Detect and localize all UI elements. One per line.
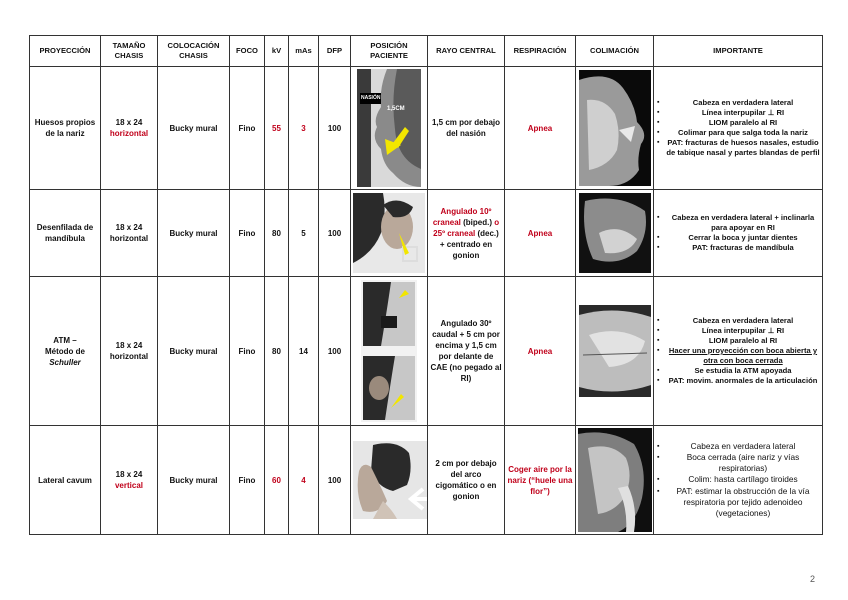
table-row: [30, 426, 823, 535]
list-item: ▪ Línea interpupilar ⊥ RI: [666, 108, 820, 118]
foco-cell: Fino: [230, 67, 265, 190]
patient-photo-nose: [357, 69, 421, 187]
tamano-size: 18 x 24: [115, 341, 143, 350]
rayo-lying-note: (dec.) + centrado en gonion: [439, 228, 499, 260]
list-item: ▪ PAT: fracturas de mandíbula: [666, 243, 820, 253]
header-foco: FOCO: [230, 36, 265, 67]
list-item: ▪ PAT: movim. anormales de la articulación: [666, 376, 820, 386]
importante-list: [656, 441, 820, 519]
respiracion-cell: Apnea: [505, 277, 576, 426]
proyeccion-cell: Desenfilada de mandíbula: [30, 190, 101, 277]
colocacion-cell: Bucky mural: [158, 277, 230, 426]
tamano-size: 18 x 24: [115, 470, 143, 479]
list-item: ▪ Cabeza en verdadera lateral: [666, 316, 820, 326]
header-mas: mAs: [289, 36, 319, 67]
posicion-cell: [351, 190, 428, 277]
nasion-label: NASIÓN: [360, 93, 381, 104]
colimacion-cell: [576, 67, 654, 190]
xray-cavum-image: [578, 428, 652, 532]
header-colocacion: COLOCACIÓN CHASIS: [158, 36, 230, 67]
header-colimacion: COLIMACIÓN: [576, 36, 654, 67]
colimacion-cell: [576, 190, 654, 277]
kv-cell: 80: [265, 277, 289, 426]
mas-cell: 5: [289, 190, 319, 277]
colimacion-cell: [576, 426, 654, 535]
importante-cell: [654, 426, 823, 535]
respiracion-cell: Apnea: [505, 190, 576, 277]
list-item: ▪ PAT: estimar la obstrucción de la vía respiratoria por tejido adenoideo (vegetaciones): [666, 486, 820, 520]
kv-cell: 55: [265, 67, 289, 190]
xray-atm-image: [579, 305, 651, 397]
header-rayo: RAYO CENTRAL: [428, 36, 505, 67]
list-item: ▪ Colimar para que salga toda la nariz: [666, 128, 820, 138]
importante-list: [656, 98, 820, 158]
tamano-orientation: horizontal: [109, 352, 149, 361]
list-item: ▪ Cerrar la boca y juntar dientes: [666, 233, 820, 243]
list-item: ▪ Cabeza en verdadera lateral + inclinarla para apoyar en RI: [666, 213, 820, 233]
mas-cell: 4: [289, 426, 319, 535]
dfp-cell: 100: [319, 277, 351, 426]
rayo-angle-standing: Angulado 10º craneal: [432, 206, 492, 227]
list-item: ▪ Cabeza en verdadera lateral: [666, 98, 820, 108]
header-respiracion: RESPIRACIÓN: [505, 36, 576, 67]
tamano-cell: [101, 426, 158, 535]
proyeccion-line-1: ATM –: [53, 335, 77, 345]
page-number: 2: [809, 574, 815, 584]
mas-cell: 14: [289, 277, 319, 426]
header-tamano: TAMAÑO CHASIS: [101, 36, 158, 67]
list-item: [666, 346, 820, 366]
tamano-orientation: horizontal: [109, 129, 149, 138]
header-kv: kV: [265, 36, 289, 67]
xray-nose-image: [579, 70, 651, 186]
colocacion-cell: Bucky mural: [158, 67, 230, 190]
table-row: [30, 190, 823, 277]
header-dfp: DFP: [319, 36, 351, 67]
list-item: ▪ Línea interpupilar ⊥ RI: [666, 326, 820, 336]
table-row: [30, 277, 823, 426]
foco-cell: Fino: [230, 426, 265, 535]
patient-photo-mandible: [353, 193, 425, 273]
list-item: ▪ Cabeza en verdadera lateral: [666, 441, 820, 452]
list-item: ▪ Colim: hasta cartílago tiroides: [666, 474, 820, 485]
rayo-cell: [428, 190, 505, 277]
foco-cell: Fino: [230, 277, 265, 426]
tamano-orientation: horizontal: [109, 234, 149, 243]
importante-list: [656, 316, 820, 386]
xray-mandible-image: [579, 193, 651, 273]
tamano-orientation: vertical: [114, 481, 144, 490]
header-row: [30, 36, 823, 67]
list-item: ▪ LIOM paralelo al RI: [666, 336, 820, 346]
dfp-cell: 100: [319, 190, 351, 277]
list-item-text: Hacer una proyección con boca abierta y otra con boca cerrada: [668, 346, 818, 365]
kv-cell: 80: [265, 190, 289, 277]
proyeccion-cell: Huesos propios de la nariz: [30, 67, 101, 190]
proyeccion-line-2: Método de: [45, 346, 85, 356]
dfp-cell: 100: [319, 426, 351, 535]
radiology-table: [29, 35, 823, 535]
posicion-cell: [351, 426, 428, 535]
colocacion-cell: Bucky mural: [158, 190, 230, 277]
list-item: ▪ Boca cerrada (aire nariz y vías respiratorias): [666, 452, 820, 474]
importante-list: [656, 213, 820, 253]
rayo-angle-lying: 25º craneal: [433, 228, 476, 238]
posicion-cell: [351, 277, 428, 426]
dfp-cell: 100: [319, 67, 351, 190]
table-row: [30, 67, 823, 190]
kv-cell: 60: [265, 426, 289, 535]
colimacion-cell: [576, 277, 654, 426]
importante-cell: [654, 190, 823, 277]
patient-photo-atm: [361, 280, 417, 422]
header-proyeccion: PROYECCIÓN: [30, 36, 101, 67]
distance-label: 1,5CM: [387, 106, 405, 112]
proyeccion-line-3: Schuller: [49, 357, 81, 367]
importante-cell: [654, 67, 823, 190]
colocacion-cell: Bucky mural: [158, 426, 230, 535]
rayo-cell: Angulado 30º caudal + 5 cm por encima y 1,5 cm por delante de CAE (no pegado al RI): [428, 277, 505, 426]
proyeccion-cell: [30, 277, 101, 426]
foco-cell: Fino: [230, 190, 265, 277]
respiracion-cell: Coger aire por la nariz (“huele una flor”): [505, 426, 576, 535]
rayo-standing-note: (biped.): [463, 217, 493, 227]
tamano-size: 18 x 24: [115, 118, 143, 127]
posicion-cell: [351, 67, 428, 190]
list-item: ▪ PAT: fracturas de huesos nasales, estudio de tabique nasal y partes blandas de perfil: [666, 138, 820, 158]
tamano-cell: [101, 67, 158, 190]
rayo-or: o: [494, 217, 500, 227]
rayo-cell: 1,5 cm por debajo del nasión: [428, 67, 505, 190]
patient-profile-image: [357, 69, 421, 187]
tamano-cell: [101, 190, 158, 277]
mas-cell: 3: [289, 67, 319, 190]
tamano-size: 18 x 24: [115, 223, 143, 232]
tamano-cell: [101, 277, 158, 426]
respiracion-cell: Apnea: [505, 67, 576, 190]
rayo-cell: 2 cm por debajo del arco cigomático o en gonion: [428, 426, 505, 535]
importante-cell: [654, 277, 823, 426]
header-importante: IMPORTANTE: [654, 36, 823, 67]
list-item: ▪ LIOM paralelo al RI: [666, 118, 820, 128]
list-item: ▪ Se estudia la ATM apoyada: [666, 366, 820, 376]
patient-photo-cavum: [353, 441, 427, 519]
header-posicion: POSICIÓN PACIENTE: [351, 36, 428, 67]
proyeccion-cell: Lateral cavum: [30, 426, 101, 535]
